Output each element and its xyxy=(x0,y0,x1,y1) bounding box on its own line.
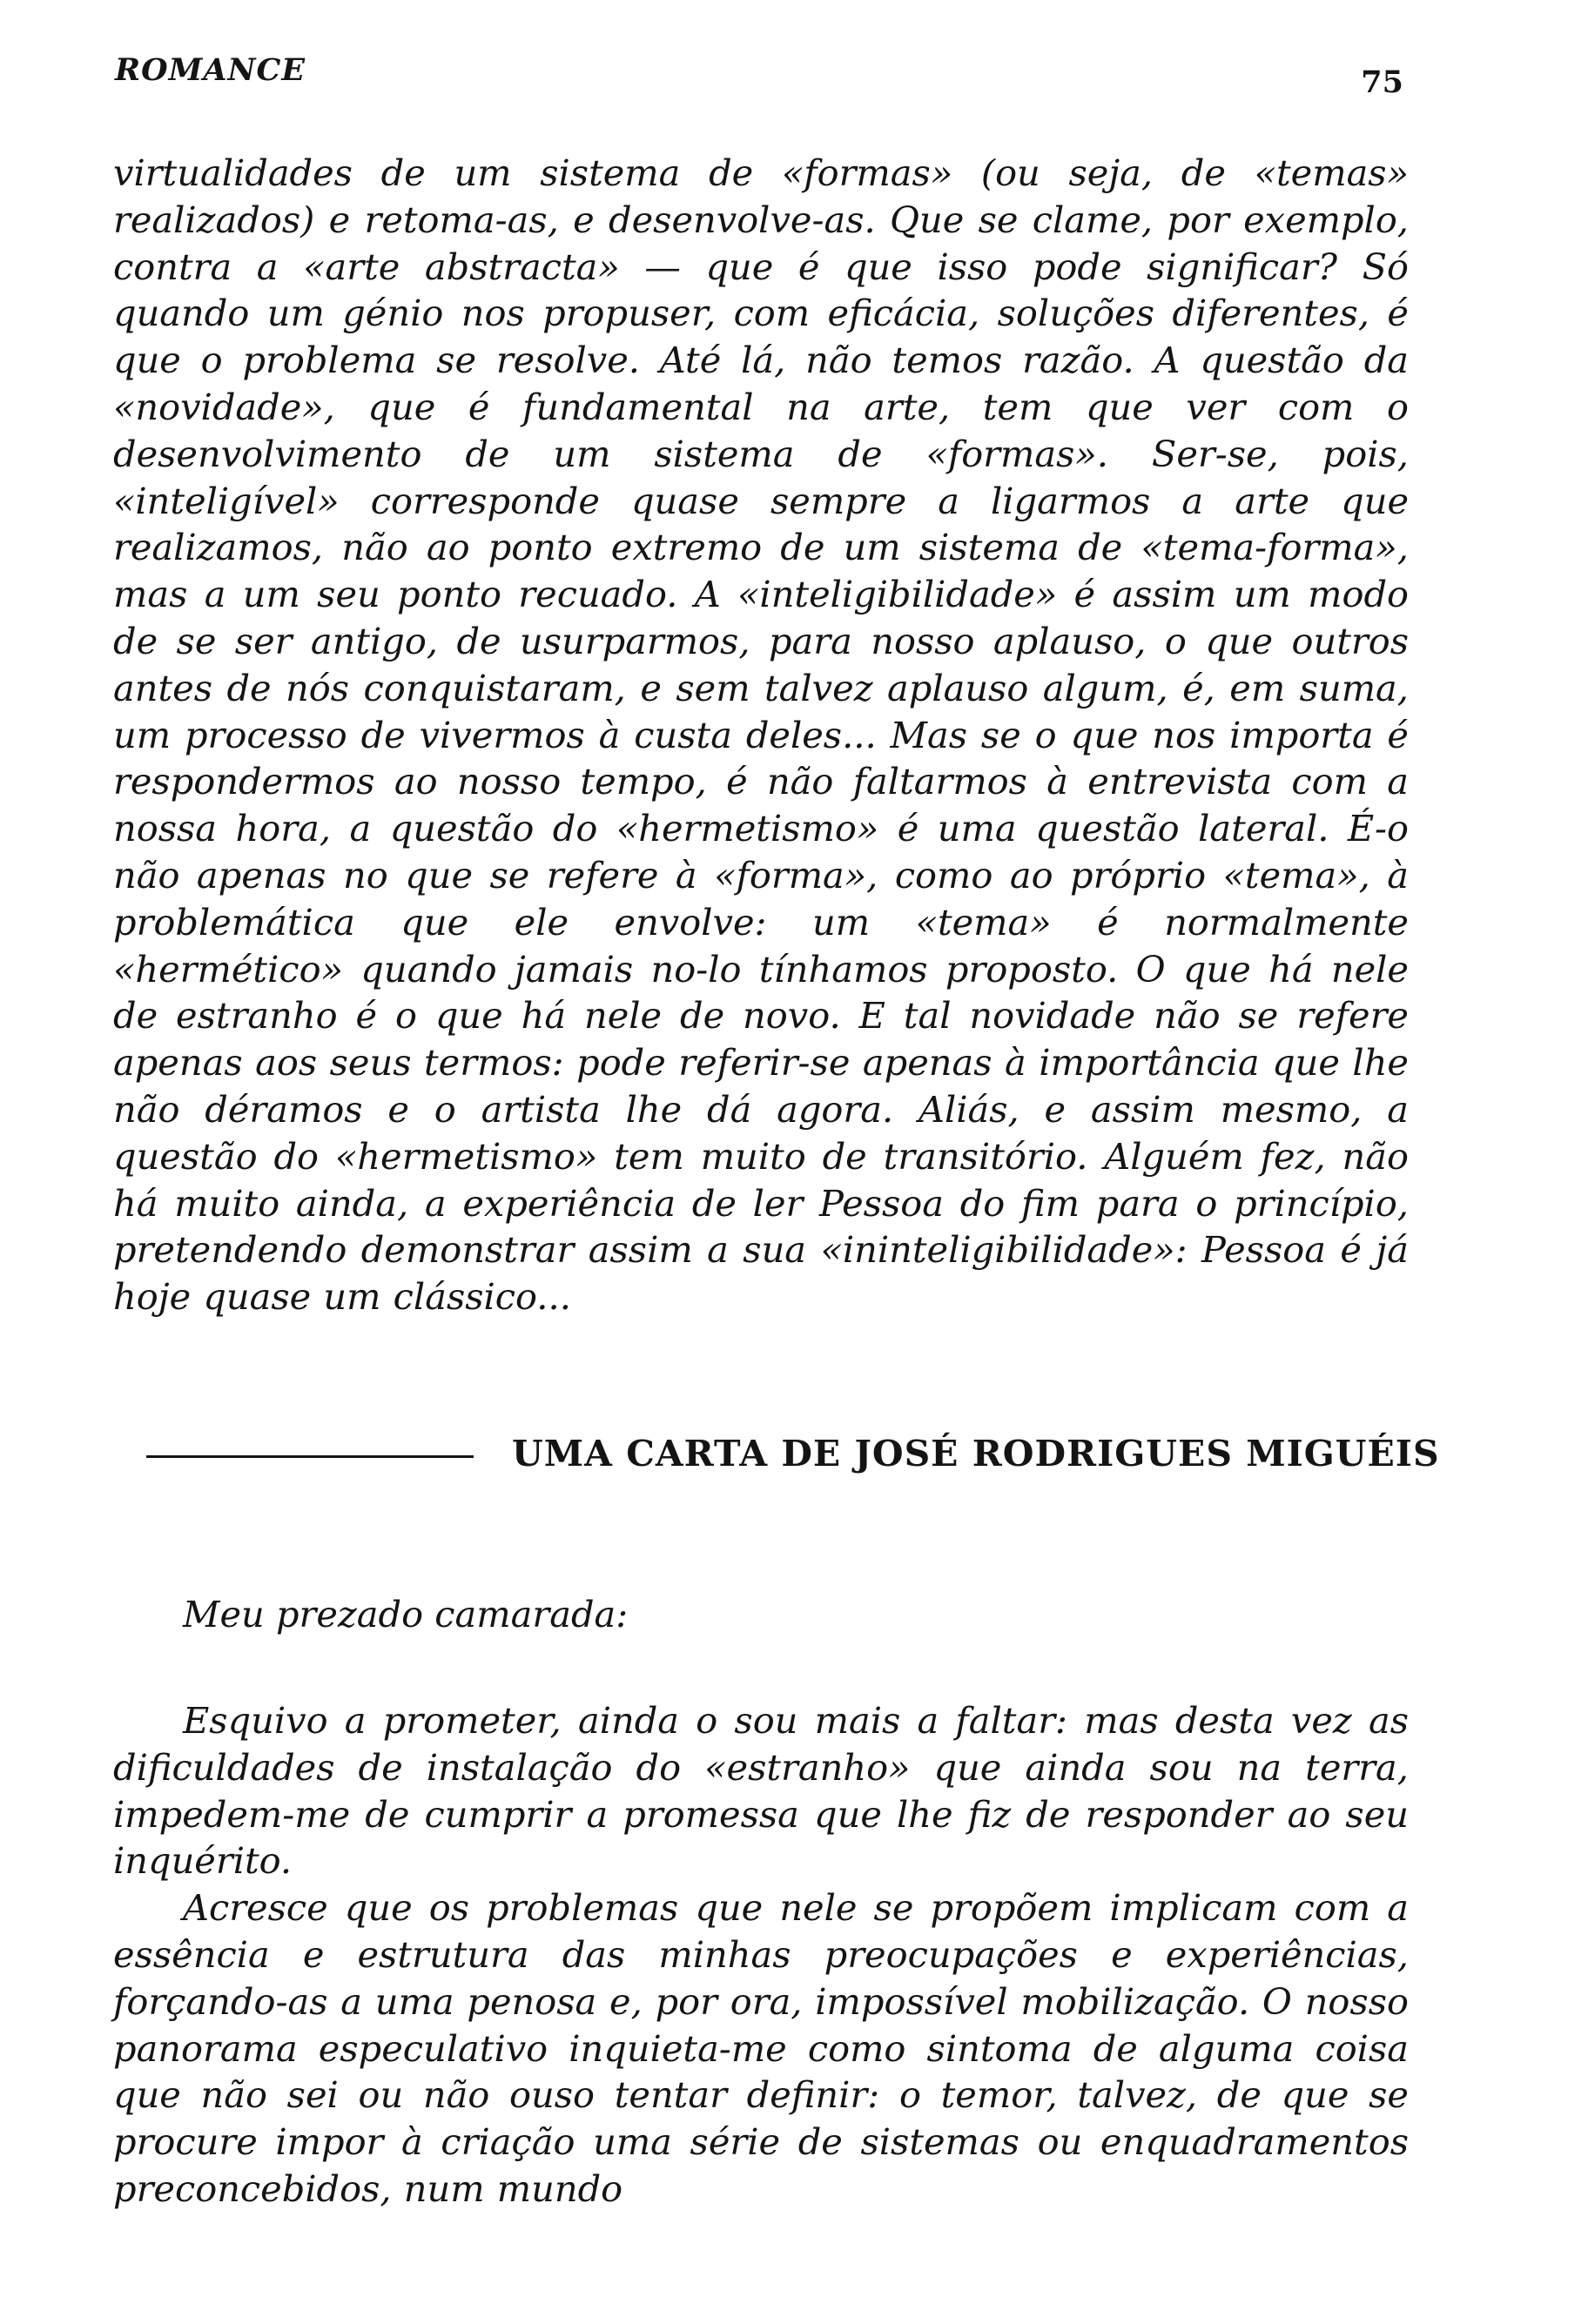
running-head: ROMANCE xyxy=(115,52,306,88)
letter-paragraph: Esquivo a prometer, ainda o sou mais a faltar: mas desta vez as dificuldades de instalação do «estranho» que ainda sou na terra, impedem-me de cumprir a promessa que lhe fiz de responder ao seu inquérito. xyxy=(113,1699,1409,1883)
page-number: 75 xyxy=(1361,64,1403,100)
section-divider xyxy=(146,1455,474,1458)
letter-body xyxy=(113,1697,1409,2213)
letter-salutation: Meu prezado camarada: xyxy=(183,1593,629,1636)
essay-paragraph: virtualidades de um sistema de «formas» (ou seja, de «temas» realizados) e retoma-as, e desenvolve-as. Que se clame, por exemplo, contra a «arte abstracta» — que é que isso pode significar? Só quando um génio nos propuser, com eficácia, soluções diferentes, é que o problema se resolve. Até lá, não temos razão. A questão da «novidade», que é fundamental na arte, tem que ver com o desenvolvimento de um sistema de «formas». Ser-se, pois, «inteligível» corresponde quase sempre a ligarmos a arte que realizamos, não ao ponto extremo de um sistema de «tema-forma», mas a um seu ponto recuado. A «inteligibilidade» é assim um modo de se ser antigo, de usurparmos, para nosso aplauso, o que outros antes de nós conquistaram, e sem talvez aplauso algum, é, em suma, um processo de vivermos à custa deles... Mas se o que nos importa é respondermos ao nosso tempo, é não faltarmos à entrevista com a nossa hora, a questão do «hermetismo» é uma questão lateral. É-o não apenas no que se refere à «forma», como ao próprio «tema», à problemática que ele envolve: um «tema» é normalmente «hermético» quando jamais no-lo tínhamos proposto. O que há nele de estranho é o que há nele de novo. E tal novidade não se refere apenas aos seus termos: pode referir-se apenas à importância que lhe não déramos e o artista lhe dá agora. Aliás, e assim mesmo, a questão do «hermetismo» tem muito de transitório. Alguém fez, não há muito ainda, a experiência de ler Pessoa do fim para o princípio, pretendendo demonstrar assim a sua «ininteligibilidade»: Pessoa é já hoje quase um clássico... xyxy=(113,151,1409,1319)
letter-paragraph: Acresce que os problemas que nele se propõem implicam com a essência e estrutura das minhas preocupações e experiências, forçando-as a uma penosa e, por ora, impossível mobilização. O nosso panorama especulativo inquieta-me como sintoma de alguma coisa que não sei ou não ouso tentar definir: o temor, talvez, de que se procure impor à criação uma série de sistemas ou enquadramentos preconcebidos, num mundo xyxy=(113,1886,1409,2210)
section-title: UMA CARTA DE JOSÉ RODRIGUES MIGUÉIS xyxy=(512,1433,1440,1474)
